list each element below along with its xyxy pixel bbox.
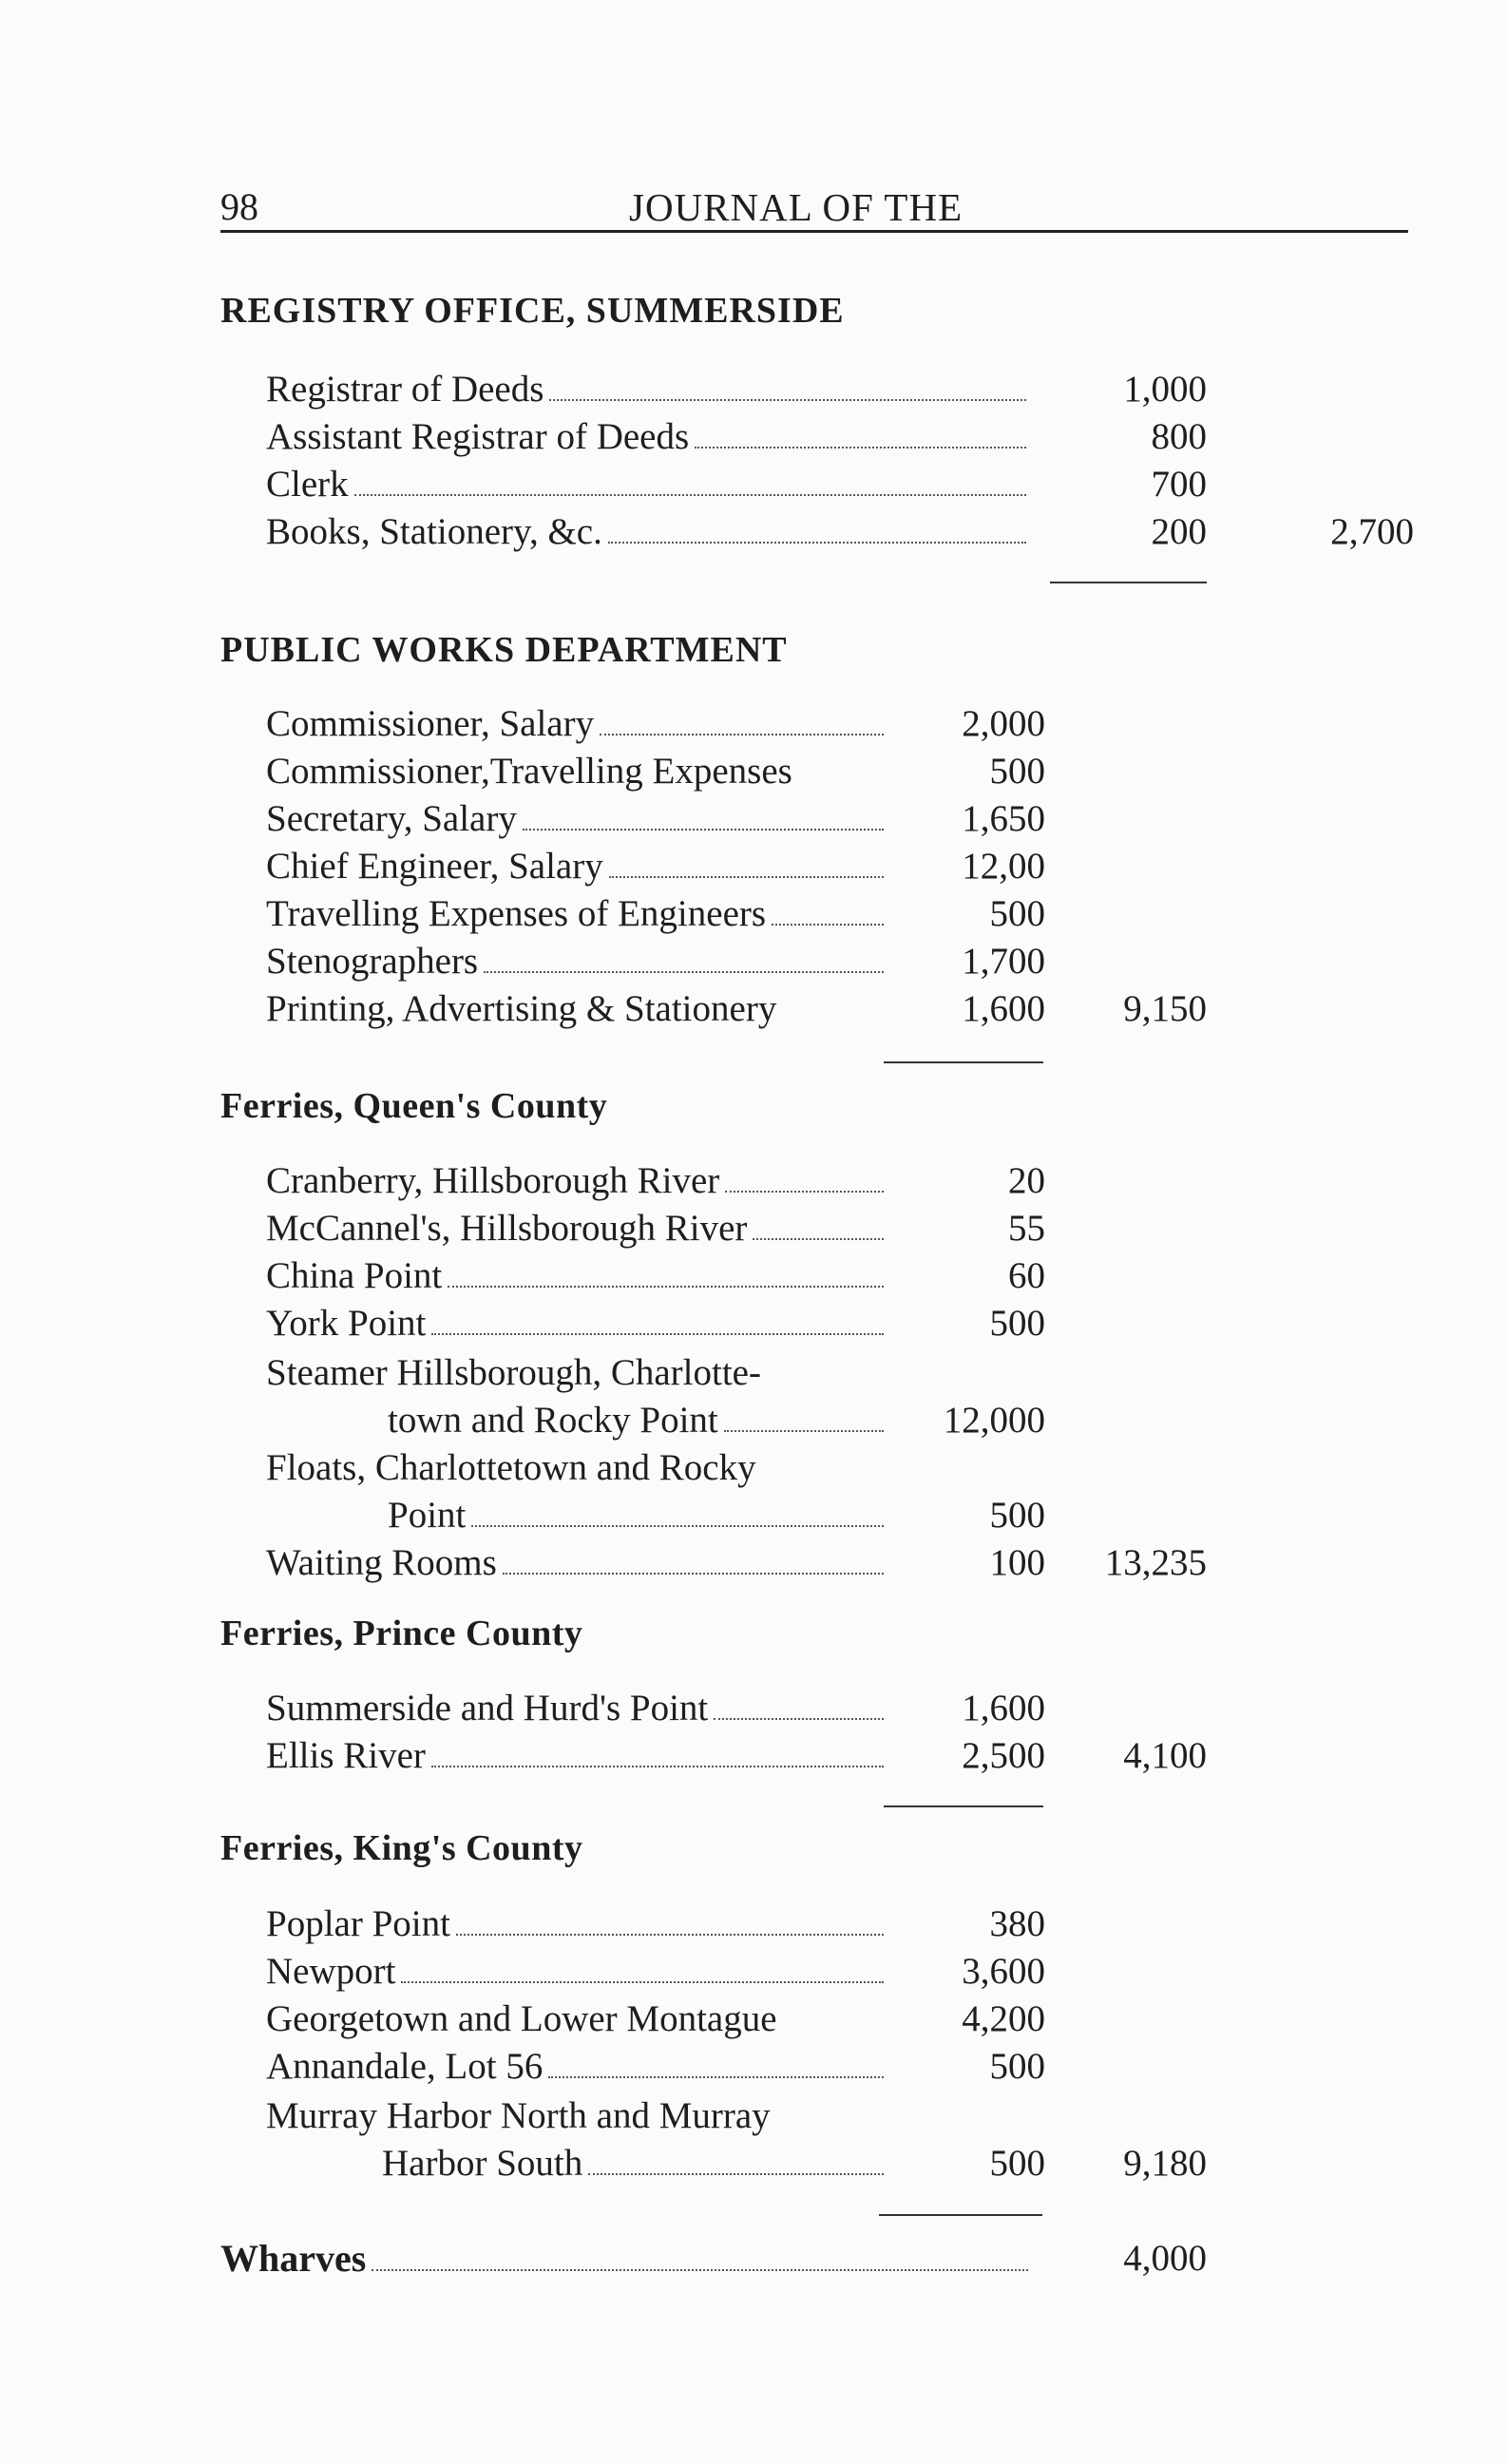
list-item [266, 1996, 884, 2043]
list-item [266, 700, 884, 748]
total-rule [884, 1805, 1043, 1807]
list-item [266, 748, 884, 795]
item-label: Stenographers [266, 941, 479, 982]
list-item [266, 1205, 884, 1252]
item-amount: 1,000 [1123, 369, 1207, 410]
item-amount: 500 [989, 893, 1045, 934]
item-amount: 3,600 [962, 1951, 1045, 1992]
item-amount: 500 [989, 2046, 1045, 2087]
list-item [266, 366, 1026, 413]
item-label: Annandale, Lot 56 [266, 2046, 544, 2087]
item-label-wharves: Wharves [220, 2237, 367, 2280]
item-label: Assistant Registrar of Deeds [266, 416, 690, 457]
page-number: 98 [220, 185, 258, 228]
item-amount: 1,600 [962, 988, 1045, 1029]
item-label: Waiting Rooms [266, 1542, 497, 1583]
item-label: Books, Stationery, &c. [266, 511, 602, 552]
item-label: Floats, Charlottetown and Rocky [266, 1447, 756, 1488]
list-item [388, 1397, 884, 1444]
section-heading-ferries-queens: Ferries, Queen's County [220, 1086, 608, 1126]
total-rule [1050, 582, 1207, 583]
item-label: Murray Harbor North and Murray [266, 2095, 771, 2136]
section-heading-ferries-kings: Ferries, King's County [220, 1828, 583, 1868]
item-amount: 500 [989, 1495, 1045, 1536]
item-label: Clerk [266, 464, 349, 505]
list-item [266, 1157, 884, 1205]
item-amount: 12,000 [943, 1400, 1045, 1441]
item-label: Summerside and Hurd's Point [266, 1688, 709, 1729]
item-label: Travelling Expenses of Engineers [266, 893, 767, 934]
section-total: 9,180 [1123, 2143, 1207, 2184]
section-total: 13,235 [1104, 1542, 1207, 1583]
list-item [266, 1300, 884, 1347]
item-amount: 200 [1151, 511, 1207, 552]
list-item [266, 795, 884, 843]
item-amount: 100 [989, 1542, 1045, 1583]
list-item [266, 1901, 884, 1948]
item-label: Newport [266, 1951, 396, 1992]
item-amount: 800 [1151, 416, 1207, 457]
item-amount: 1,650 [962, 798, 1045, 839]
list-item [266, 938, 884, 985]
section-total: 2,700 [1330, 511, 1414, 552]
section-heading-registry: REGISTRY OFFICE, SUMMERSIDE [220, 291, 845, 331]
item-label: Steamer Hillsborough, Charlotte- [266, 1352, 761, 1393]
item-label: Secretary, Salary [266, 798, 517, 839]
list-item [266, 413, 1026, 461]
item-amount: 500 [989, 751, 1045, 792]
item-label: Poplar Point [266, 1903, 450, 1944]
list-item [266, 843, 884, 890]
item-label: Georgetown and Lower Montague [266, 1998, 777, 2039]
item-amount: 1,600 [962, 1688, 1045, 1729]
list-item [266, 2043, 884, 2091]
section-heading-public-works: PUBLIC WORKS DEPARTMENT [220, 630, 788, 670]
list-item [266, 1732, 884, 1780]
item-amount: 60 [1008, 1255, 1045, 1296]
item-label: Commissioner,Travelling Expenses [266, 751, 792, 792]
item-label-continuation: Harbor South [382, 2143, 583, 2184]
item-amount: 12,00 [962, 846, 1045, 887]
list-item [266, 985, 884, 1033]
item-label: China Point [266, 1255, 443, 1296]
list-item [266, 1685, 884, 1732]
item-label-continuation: Point [388, 1495, 467, 1536]
page-header [220, 171, 1408, 233]
list-item [266, 1252, 884, 1300]
section-total: 4,000 [1123, 2238, 1207, 2279]
item-amount: 2,000 [962, 703, 1045, 744]
item-label: Ellis River [266, 1735, 426, 1776]
section-total: 9,150 [1123, 988, 1207, 1029]
item-label: Commissioner, Salary [266, 703, 595, 744]
list-item [266, 1539, 884, 1587]
item-amount: 1,700 [962, 941, 1045, 982]
item-amount: 380 [989, 1903, 1045, 1944]
list-item [266, 508, 1026, 556]
list-item [266, 890, 884, 938]
item-amount: 500 [989, 1303, 1045, 1344]
list-item [266, 461, 1026, 508]
item-amount: 20 [1008, 1160, 1045, 1201]
total-rule [884, 1061, 1043, 1063]
item-label: Printing, Advertising & Stationery [266, 988, 777, 1029]
item-label: McCannel's, Hillsborough River [266, 1208, 748, 1249]
section-heading-ferries-prince: Ferries, Prince County [220, 1614, 583, 1653]
item-label: Chief Engineer, Salary [266, 846, 603, 887]
total-rule [879, 2214, 1042, 2216]
list-item [388, 1492, 884, 1539]
running-title: JOURNAL OF THE [629, 185, 963, 229]
item-amount: 700 [1151, 464, 1207, 505]
section-total: 4,100 [1123, 1735, 1207, 1776]
item-label: Cranberry, Hillsborough River [266, 1160, 720, 1201]
item-label: Registrar of Deeds [266, 369, 544, 410]
item-amount: 55 [1008, 1208, 1045, 1249]
item-amount: 2,500 [962, 1735, 1045, 1776]
item-amount: 500 [989, 2143, 1045, 2184]
list-item [266, 1948, 884, 1996]
list-item [382, 2140, 884, 2187]
item-label-continuation: town and Rocky Point [388, 1400, 718, 1441]
list-item [220, 2235, 1028, 2283]
item-amount: 4,200 [962, 1998, 1045, 2039]
item-label: York Point [266, 1303, 427, 1344]
